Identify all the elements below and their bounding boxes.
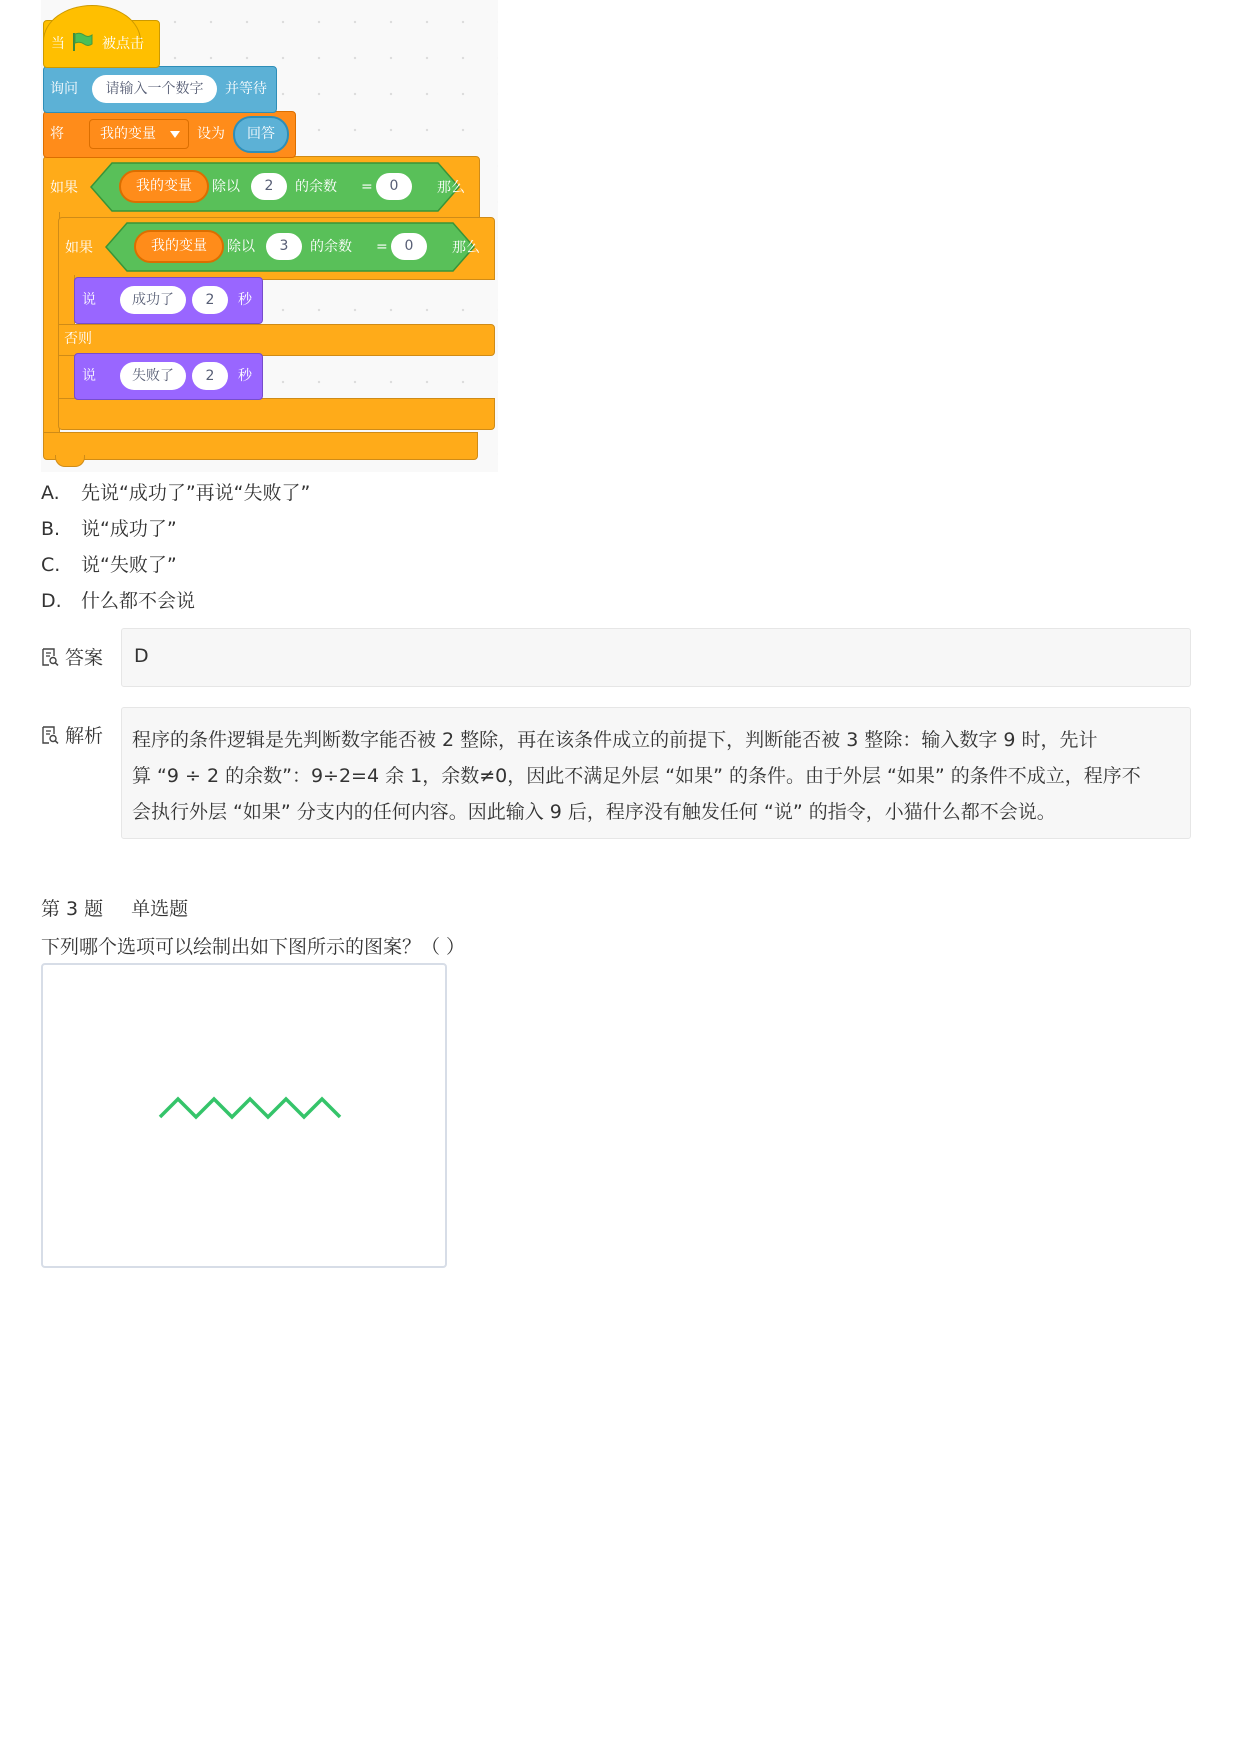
inner-else-label: 否则 [64, 331, 92, 347]
outer-divisor-input[interactable]: 2 [251, 173, 287, 200]
analysis-line-1: 程序的条件逻辑是先判断数字能否被 2 整除，再在该条件成立的前提下，判断能否被 3 整除：输入数字 9 时，先计 [132, 729, 1098, 751]
zigzag-line [160, 1099, 340, 1117]
analysis-line-3: 会执行外层 “如果” 分支内的任何内容。因此输入 9 后，程序没有触发任何 “说” 的指令，小猫什么都不会说。 [132, 801, 1056, 823]
question-3-header [41, 894, 188, 921]
say-success-label: 说 [82, 292, 96, 308]
dropdown-arrow-icon [170, 131, 180, 139]
option-b-letter: B. [41, 518, 61, 540]
bottom-notch [55, 455, 85, 467]
inner-eq-label: = [376, 239, 388, 255]
hat-suffix-label: 被点击 [102, 36, 144, 52]
inner-op-label: 除以 [227, 239, 255, 255]
question-3-text: 下列哪个选项可以绘制出如下图所示的图案？（ ） [41, 936, 466, 958]
green-flag-icon [71, 31, 93, 53]
var-dropdown[interactable] [89, 119, 189, 149]
outer-op-label: 除以 [212, 179, 240, 195]
option-d-letter: D. [41, 590, 62, 612]
outer-then-label: 那么 [437, 180, 465, 196]
zigzag-canvas [43, 965, 445, 1266]
answer-label [41, 643, 103, 670]
scratch-code-image [41, 0, 498, 472]
option-b[interactable] [41, 514, 177, 541]
hat-prefix-label: 当 [51, 36, 65, 52]
answer-label-text: 答案 [65, 647, 104, 669]
say-fail-unit: 秒 [238, 368, 252, 384]
ask-label: 询问 [50, 81, 78, 97]
say-fail-label: 说 [82, 368, 96, 384]
inner-compare-input[interactable]: 0 [391, 233, 427, 260]
question-3-type: 单选题 [131, 898, 189, 920]
var-dropdown-value: 我的变量 [100, 126, 156, 142]
say-success-unit: 秒 [238, 292, 252, 308]
analysis-line-2: 算 “9 ÷ 2 的余数”：9÷2=4 余 1，余数≠0，因此不满足外层 “如果” 的条件。由于外层 “如果” 的条件不成立，程序不 [132, 765, 1141, 787]
answer-box [121, 628, 1191, 687]
answer-doc-icon [41, 648, 59, 666]
inner-if-label: 如果 [65, 240, 93, 256]
option-a[interactable] [41, 478, 310, 505]
zigzag-figure [41, 963, 447, 1268]
inner-if-bottom [58, 398, 495, 430]
say-fail-text-input[interactable]: 失败了 [120, 362, 186, 390]
outer-if-bottom [43, 432, 478, 460]
analysis-label-text: 解析 [65, 725, 104, 747]
outer-eq-label: = [361, 179, 373, 195]
inner-divisor-input[interactable]: 3 [266, 233, 302, 260]
say-success-secs-input[interactable]: 2 [192, 286, 228, 314]
inner-then-label: 那么 [452, 240, 480, 256]
outer-var-reporter[interactable]: 我的变量 [119, 170, 209, 203]
analysis-box [121, 707, 1191, 839]
inner-var-reporter[interactable]: 我的变量 [134, 230, 224, 263]
question-3-number: 第 3 题 [41, 898, 104, 920]
inner-mod-label: 的余数 [310, 239, 352, 255]
answer-value: D [134, 645, 149, 667]
option-b-text: 说“成功了” [81, 518, 177, 540]
option-c-text: 说“失败了” [81, 554, 177, 576]
analysis-label [41, 721, 103, 748]
option-d-text: 什么都不会说 [81, 590, 196, 612]
outer-compare-input[interactable]: 0 [376, 173, 412, 200]
say-fail-secs-input[interactable]: 2 [192, 362, 228, 390]
option-d[interactable] [41, 586, 195, 613]
inner-else-bar [58, 324, 495, 356]
set-var-label: 将 [50, 126, 64, 142]
set-to-label: 设为 [197, 126, 225, 142]
ask-suffix-label: 并等待 [225, 81, 267, 97]
say-success-text-input[interactable]: 成功了 [120, 286, 186, 314]
analysis-doc-icon [41, 726, 59, 744]
ask-prompt-input[interactable]: 请输入一个数字 [92, 75, 217, 103]
option-c[interactable] [41, 550, 177, 577]
option-a-letter: A. [41, 482, 60, 504]
outer-mod-label: 的余数 [295, 179, 337, 195]
answer-reporter[interactable]: 回答 [233, 116, 289, 153]
option-a-text: 先说“成功了”再说“失败了” [81, 482, 311, 504]
option-c-letter: C. [41, 554, 61, 576]
outer-if-label: 如果 [50, 180, 78, 196]
